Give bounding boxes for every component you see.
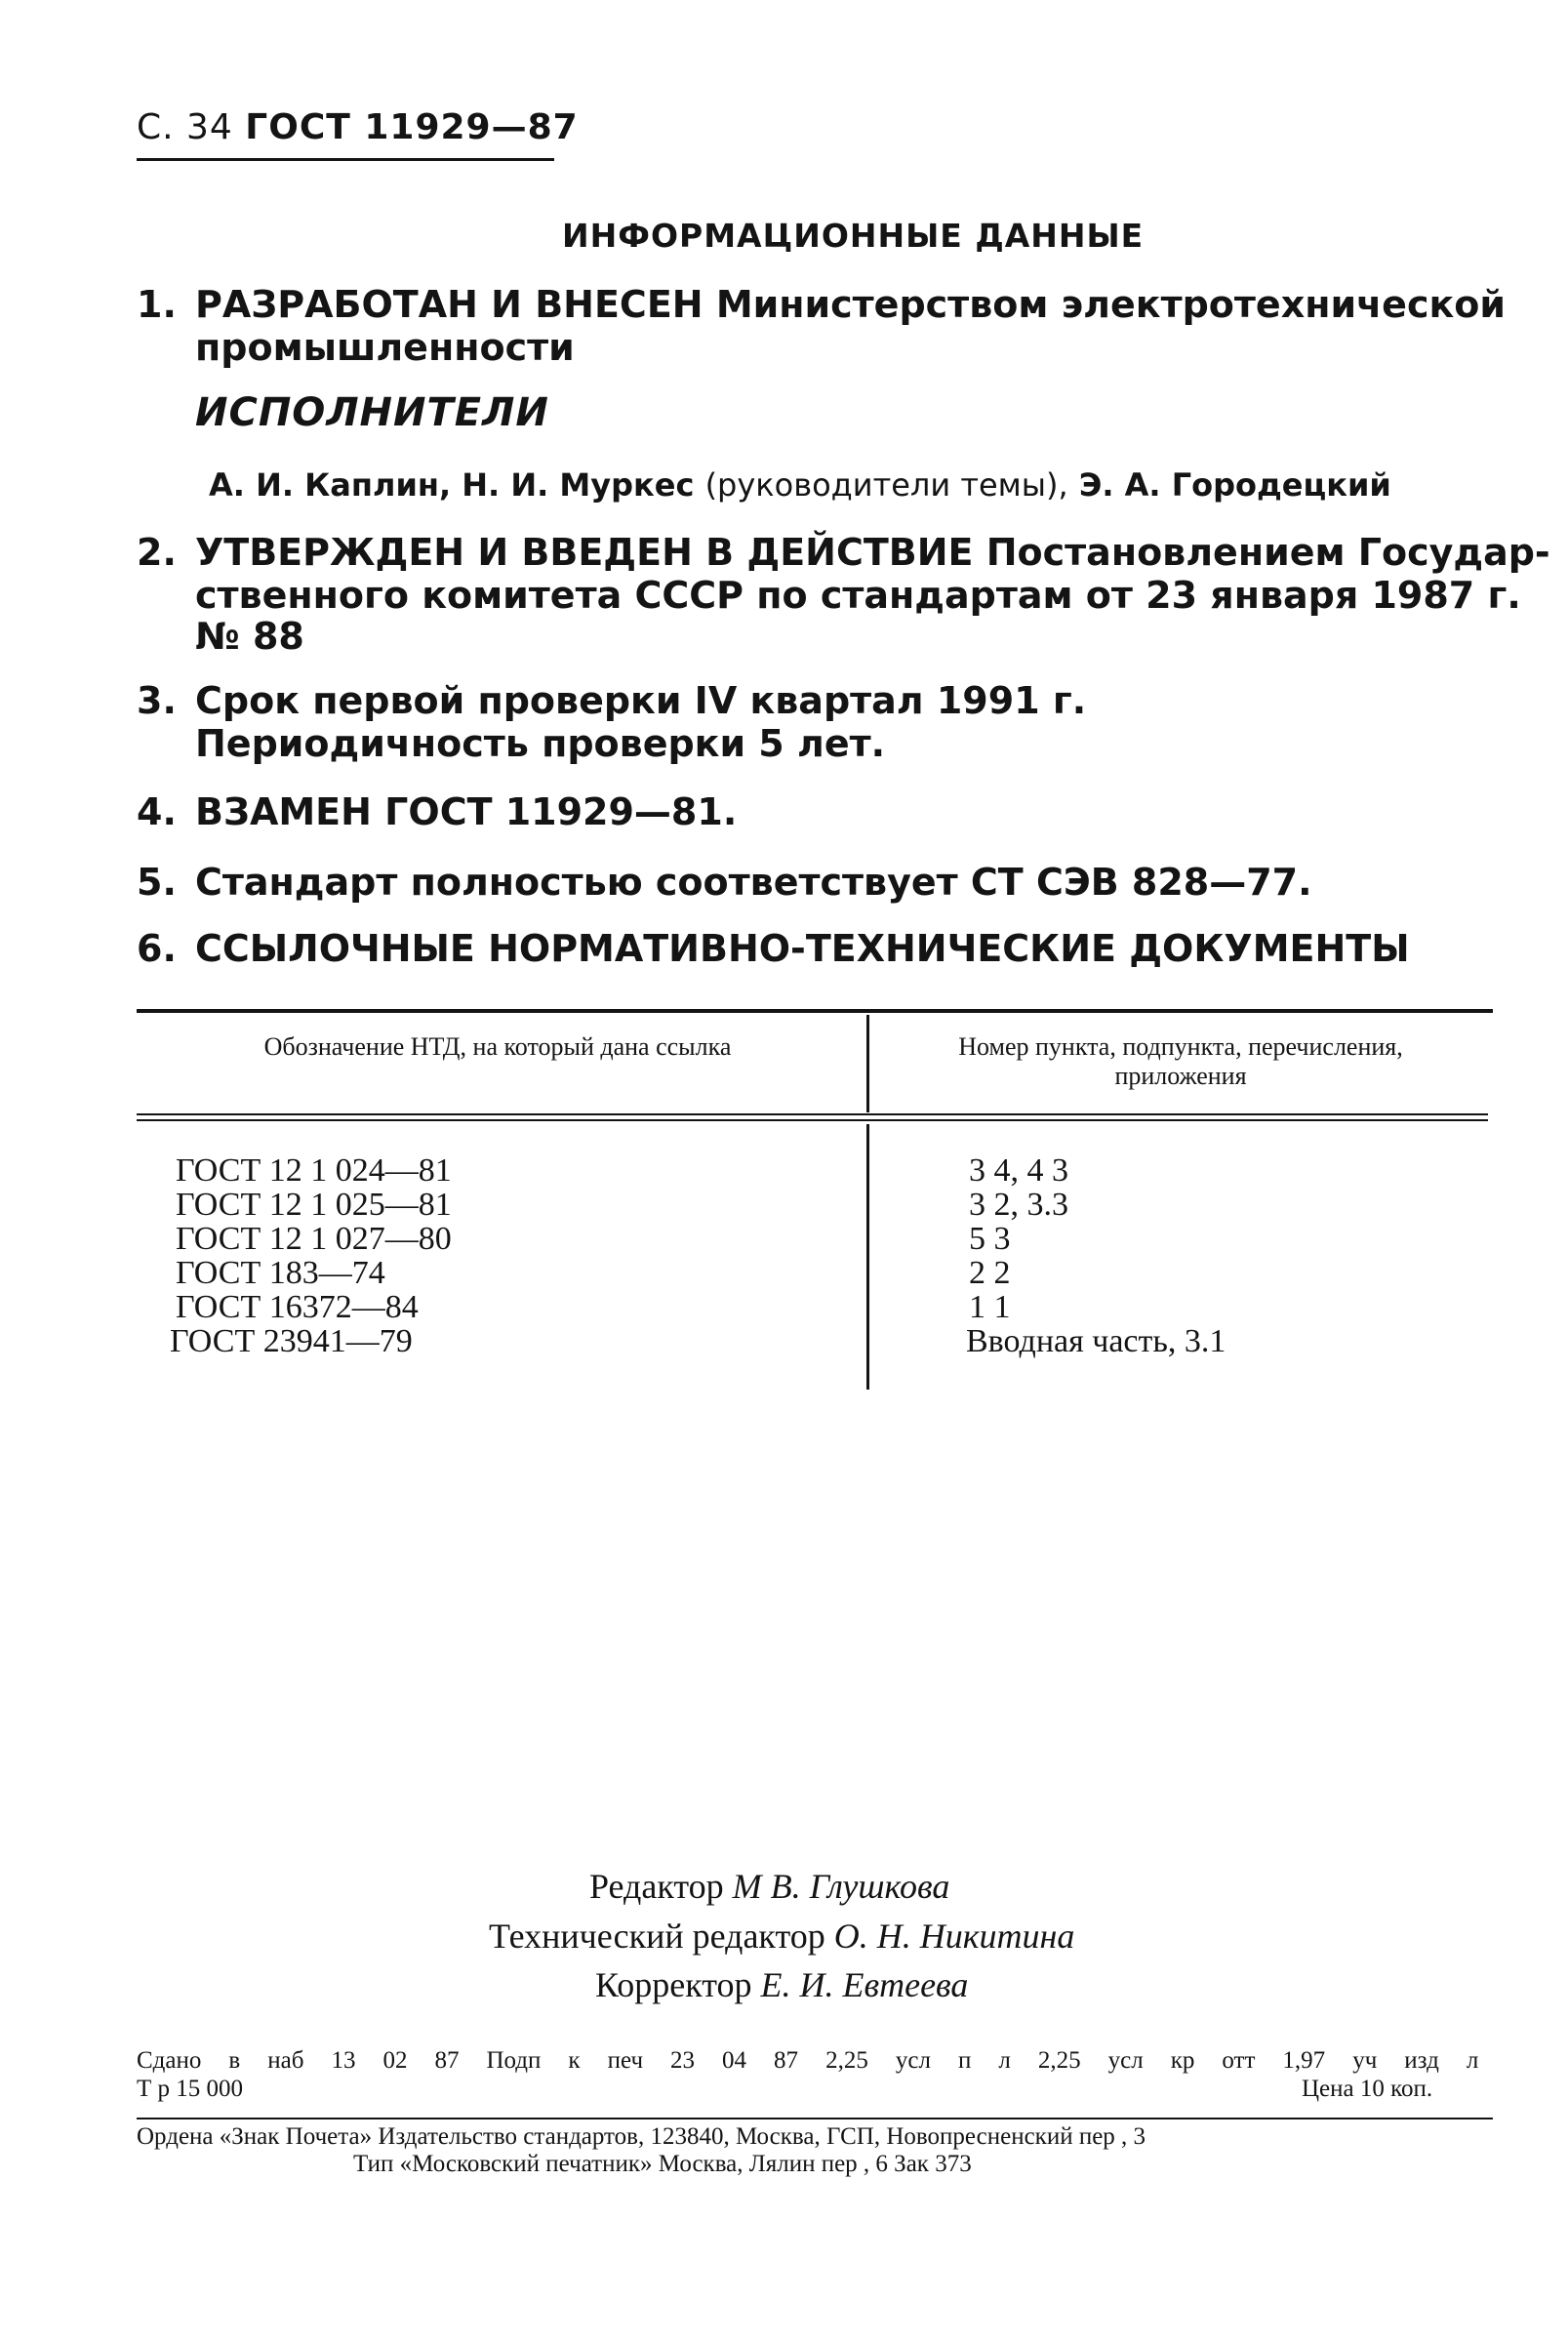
item-4-number: 4. — [137, 790, 177, 833]
page-header — [137, 107, 579, 147]
price: Цена 10 коп. — [1302, 2076, 1433, 2102]
table-row-4-ref: 2 2 — [969, 1255, 1011, 1291]
credit-corrector: Корректор Е. И. Евтеева — [595, 1965, 969, 2004]
standard-number: ГОСТ 11929—87 — [245, 107, 579, 147]
table-header-rule-2 — [137, 1119, 1488, 1121]
print-info-line-1: Сдано в наб 13 02 87 Подп к печ 23 04 87 2,25 усл п л 2,25 усл кр отт 1,97 уч изд л — [137, 2047, 1479, 2074]
table-row-5-doc: ГОСТ 16372—84 — [176, 1289, 419, 1325]
item-3-line-2: Периодичность проверки 5 лет. — [195, 722, 886, 765]
table-row-3-ref: 5 3 — [969, 1221, 1011, 1257]
table-row-5-ref: 1 1 — [969, 1289, 1011, 1325]
publisher-line: Ордена «Знак Почета» Издательство стандартов, 123840, Москва, ГСП, Новопресненский пер , 3 — [137, 2123, 1146, 2150]
table-row-4-doc: ГОСТ 183—74 — [176, 1255, 385, 1291]
item-5-text: Стандарт полностью соответствует СТ СЭВ 828—77. — [195, 861, 1312, 904]
item-1-number: 1. — [137, 283, 177, 326]
performers-names: А. И. Каплин, Н. И. Муркес (руководители темы), Э. А. Городецкий — [209, 466, 1391, 504]
table-header-ref: Номер пункта, подпункта, перечисления, приложения — [958, 1032, 1403, 1090]
table-header-doc: Обозначение НТД, на который дана ссылка — [263, 1032, 732, 1061]
page-number: С. 34 — [137, 107, 233, 147]
table-header-rule-1 — [137, 1113, 1488, 1115]
item-1-line-2: промышленности — [195, 326, 575, 369]
item-4-text: ВЗАМЕН ГОСТ 11929—81. — [195, 790, 738, 833]
table-row-1-doc: ГОСТ 12 1 024—81 — [176, 1152, 452, 1189]
item-3-number: 3. — [137, 679, 177, 722]
item-2-line-2: ственного комитета СССР по стандартам от 23 января 1987 г. — [195, 574, 1521, 617]
item-1-line-1: РАЗРАБОТАН И ВНЕСЕН Министерством электротехнической — [195, 283, 1507, 326]
item-3-line-1: Срок первой проверки IV квартал 1991 г. — [195, 679, 1087, 722]
table-row-6-doc: ГОСТ 23941—79 — [170, 1323, 413, 1359]
header-rule — [137, 158, 554, 161]
item-5-number: 5. — [137, 861, 177, 904]
performers-title: ИСПОЛНИТЕЛИ — [195, 390, 549, 435]
item-6-text: ССЫЛОЧНЫЕ НОРМАТИВНО-ТЕХНИЧЕСКИЕ ДОКУМЕНТЫ — [195, 927, 1410, 970]
table-row-6-ref: Вводная часть, 3.1 — [966, 1323, 1226, 1359]
info-title: ИНФОРМАЦИОННЫЕ ДАННЫЕ — [562, 217, 1145, 255]
printer-line: Тип «Московский печатник» Москва, Лялин пер , 6 Зак 373 — [353, 2151, 972, 2177]
credit-editor: Редактор М В. Глушкова — [589, 1867, 950, 1906]
item-6-number: 6. — [137, 927, 177, 970]
table-row-1-ref: 3 4, 4 3 — [969, 1152, 1068, 1189]
credit-tech-editor: Технический редактор О. Н. Никитина — [489, 1917, 1075, 1956]
item-2-line-3: № 88 — [195, 615, 304, 658]
item-2-number: 2. — [137, 531, 177, 574]
table-row-2-doc: ГОСТ 12 1 025—81 — [176, 1187, 452, 1223]
table-header-divider — [866, 1015, 869, 1112]
table-top-rule — [137, 1009, 1493, 1013]
table-row-3-doc: ГОСТ 12 1 027—80 — [176, 1221, 452, 1257]
table-body-divider — [866, 1124, 869, 1390]
print-run: Т р 15 000 — [137, 2076, 244, 2102]
footer-rule — [137, 2118, 1493, 2119]
table-row-2-ref: 3 2, 3.3 — [969, 1187, 1068, 1223]
item-2-line-1: УТВЕРЖДЕН И ВВЕДЕН В ДЕЙСТВИЕ Постановлением Государ- — [195, 531, 1550, 574]
